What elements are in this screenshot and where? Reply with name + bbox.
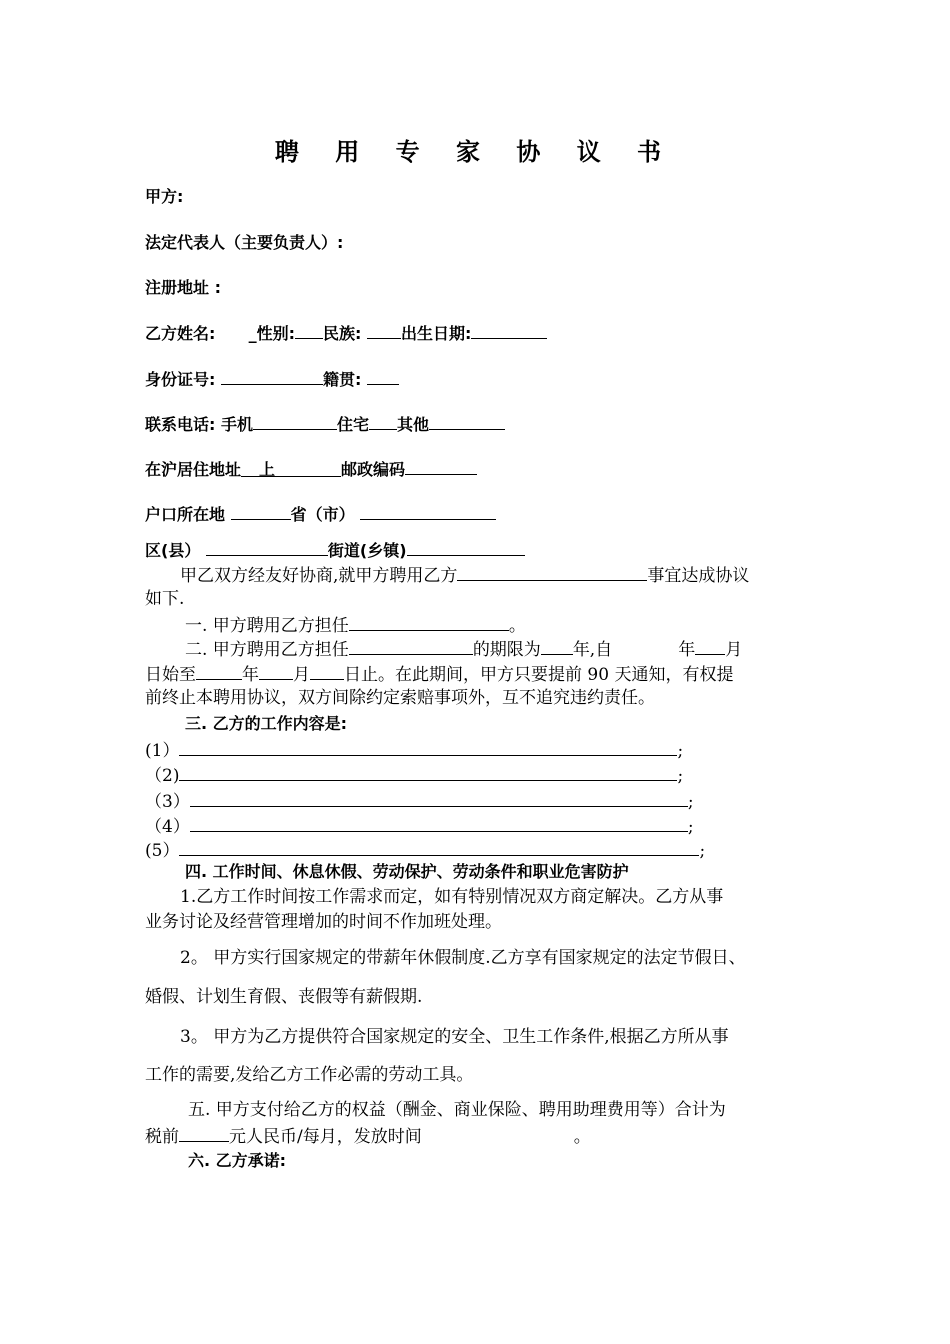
section-1-end: 。	[508, 616, 526, 636]
section-2-line-1	[185, 637, 742, 661]
work-item-2	[145, 763, 683, 787]
item-1-label: (1）	[145, 741, 180, 761]
gender-blank[interactable]	[295, 321, 323, 339]
term-years-blank[interactable]	[541, 637, 573, 655]
section-6-heading: 六. 乙方承诺:	[188, 1151, 287, 1170]
item-3-end: ;	[687, 792, 694, 812]
home-label: 住宅	[336, 415, 369, 434]
address-row	[145, 457, 477, 481]
item-2-blank[interactable]	[179, 763, 677, 781]
birth-label: 出生日期:	[400, 324, 472, 343]
birth-blank[interactable]	[471, 321, 547, 339]
item-2-label: （2)	[145, 766, 180, 786]
hukou-label: 户口所在地	[145, 505, 226, 524]
postcode-label: 邮政编码	[341, 460, 406, 479]
pre-tax-label: 税前	[145, 1127, 179, 1147]
section-2-notice: 日止。在此期间，甲方只要提前 90 天通知，有权提	[344, 665, 734, 685]
section-2-month: 月	[725, 640, 743, 660]
item-1-blank[interactable]	[179, 738, 677, 756]
section-2-from: 年,自	[572, 640, 613, 660]
section-2-text: 二. 甲方聘用乙方担任	[185, 640, 349, 660]
work-item-1	[145, 738, 683, 762]
end-day-blank[interactable]	[310, 662, 344, 680]
section-4-2-a: 2。 甲方实行国家规定的带薪年休假制度.乙方享有国家规定的法定节假日、	[180, 948, 746, 968]
work-item-5	[145, 838, 705, 862]
item-2-end: ;	[677, 766, 684, 786]
id-row	[145, 367, 399, 391]
sh-address-blank[interactable]: 上	[241, 459, 341, 477]
postcode-blank[interactable]	[405, 457, 477, 475]
item-5-blank[interactable]	[179, 838, 699, 856]
item-4-end: ;	[687, 817, 694, 837]
end-month-blank[interactable]	[259, 662, 293, 680]
section-1	[185, 613, 526, 637]
province-blank[interactable]	[231, 502, 291, 520]
section-2-until: 日始至	[145, 665, 196, 685]
section-3-heading: 三. 乙方的工作内容是:	[185, 714, 348, 733]
reg-address-label: 注册地址 :	[145, 278, 221, 297]
section-4-1-a: 1.乙方工作时间按工作需求而定，如有特别情况双方商定解决。乙方从事	[180, 887, 724, 907]
party-b-info-row	[145, 321, 547, 345]
county-blank[interactable]	[206, 538, 328, 556]
intro-line	[180, 563, 749, 587]
section-2-line-3: 前终止本聘用协议，双方间除约定索赔事项外，互不追究违约责任。	[145, 688, 655, 708]
sh-address-label: 在沪居住地址	[145, 460, 242, 479]
street-label: 街道(乡镇)	[327, 541, 407, 560]
ethnicity-label: 民族:	[322, 324, 362, 343]
county-label: 区(县）	[145, 541, 201, 560]
home-blank[interactable]	[369, 412, 397, 430]
item-5-label: (5）	[145, 841, 180, 861]
section-2-end-year: 年	[242, 665, 259, 685]
item-3-label: （3）	[145, 792, 190, 812]
section-4-3-b: 工作的需要,发给乙方工作必需的劳动工具。	[145, 1065, 474, 1085]
gender-label: _性别:	[248, 324, 295, 343]
section-5-line-2	[145, 1124, 591, 1148]
work-item-3	[145, 789, 694, 813]
section-4-heading: 四. 工作时间、休息休假、劳动保护、劳动条件和职业危害防护	[185, 862, 629, 881]
intro-blank[interactable]	[457, 563, 647, 581]
start-month-blank[interactable]	[695, 637, 725, 655]
ethnicity-blank[interactable]	[367, 321, 401, 339]
section-2-year: 年	[678, 640, 696, 660]
legal-rep-label: 法定代表人（主要负责人）:	[145, 233, 344, 252]
section-1-blank[interactable]	[349, 613, 509, 631]
id-label: 身份证号:	[145, 370, 216, 389]
section-2-end-month: 月	[293, 665, 310, 685]
phone-label: 联系电话: 手机	[145, 415, 253, 434]
city-blank[interactable]	[360, 502, 496, 520]
party-a-label: 甲方:	[145, 187, 184, 206]
intro-text: 甲乙双方经友好协商,就甲方聘用乙方	[180, 566, 458, 586]
native-label: 籍贯:	[322, 370, 362, 389]
section-2-term: 的期限为	[472, 640, 541, 660]
salary-blank[interactable]	[179, 1124, 229, 1142]
section-2-role-blank[interactable]	[349, 637, 473, 655]
intro-tail: 如下.	[145, 589, 185, 609]
hukou-row	[145, 502, 496, 526]
end-year-blank[interactable]	[196, 662, 242, 680]
name-label: 乙方姓名:	[145, 324, 216, 343]
item-1-end: ;	[677, 741, 684, 761]
province-label: 省（市）	[290, 505, 355, 524]
other-label: 其他	[397, 415, 430, 434]
section-5-end: 。	[573, 1127, 591, 1147]
mobile-blank[interactable]	[253, 412, 337, 430]
section-5-line-1: 五. 甲方支付给乙方的权益（酬金、商业保险、聘用助理费用等）合计为	[188, 1100, 726, 1120]
item-4-label: （4）	[145, 817, 190, 837]
street-blank[interactable]	[407, 538, 525, 556]
section-1-text: 一. 甲方聘用乙方担任	[185, 616, 349, 636]
native-blank[interactable]	[367, 367, 399, 385]
work-item-4	[145, 814, 694, 838]
item-3-blank[interactable]	[190, 789, 688, 807]
county-row	[145, 538, 525, 562]
section-4-3-a: 3。 甲方为乙方提供符合国家规定的安全、卫生工作条件,根据乙方所从事	[180, 1027, 729, 1047]
item-5-end: ;	[699, 841, 706, 861]
item-4-blank[interactable]	[190, 814, 688, 832]
document-title: 聘 用 专 家 协 议 书	[274, 138, 676, 166]
other-blank[interactable]	[429, 412, 505, 430]
phone-row	[145, 412, 505, 436]
id-blank[interactable]	[221, 367, 323, 385]
section-4-2-b: 婚假、计划生育假、丧假等有薪假期.	[145, 987, 423, 1007]
intro-text-2: 事宜达成协议	[647, 566, 750, 586]
pay-time-label: 元人民币/每月，发放时间	[229, 1127, 422, 1147]
section-2-line-2	[145, 662, 733, 686]
section-4-1-b: 业务讨论及经营管理增加的时间不作加班处理。	[145, 912, 502, 932]
